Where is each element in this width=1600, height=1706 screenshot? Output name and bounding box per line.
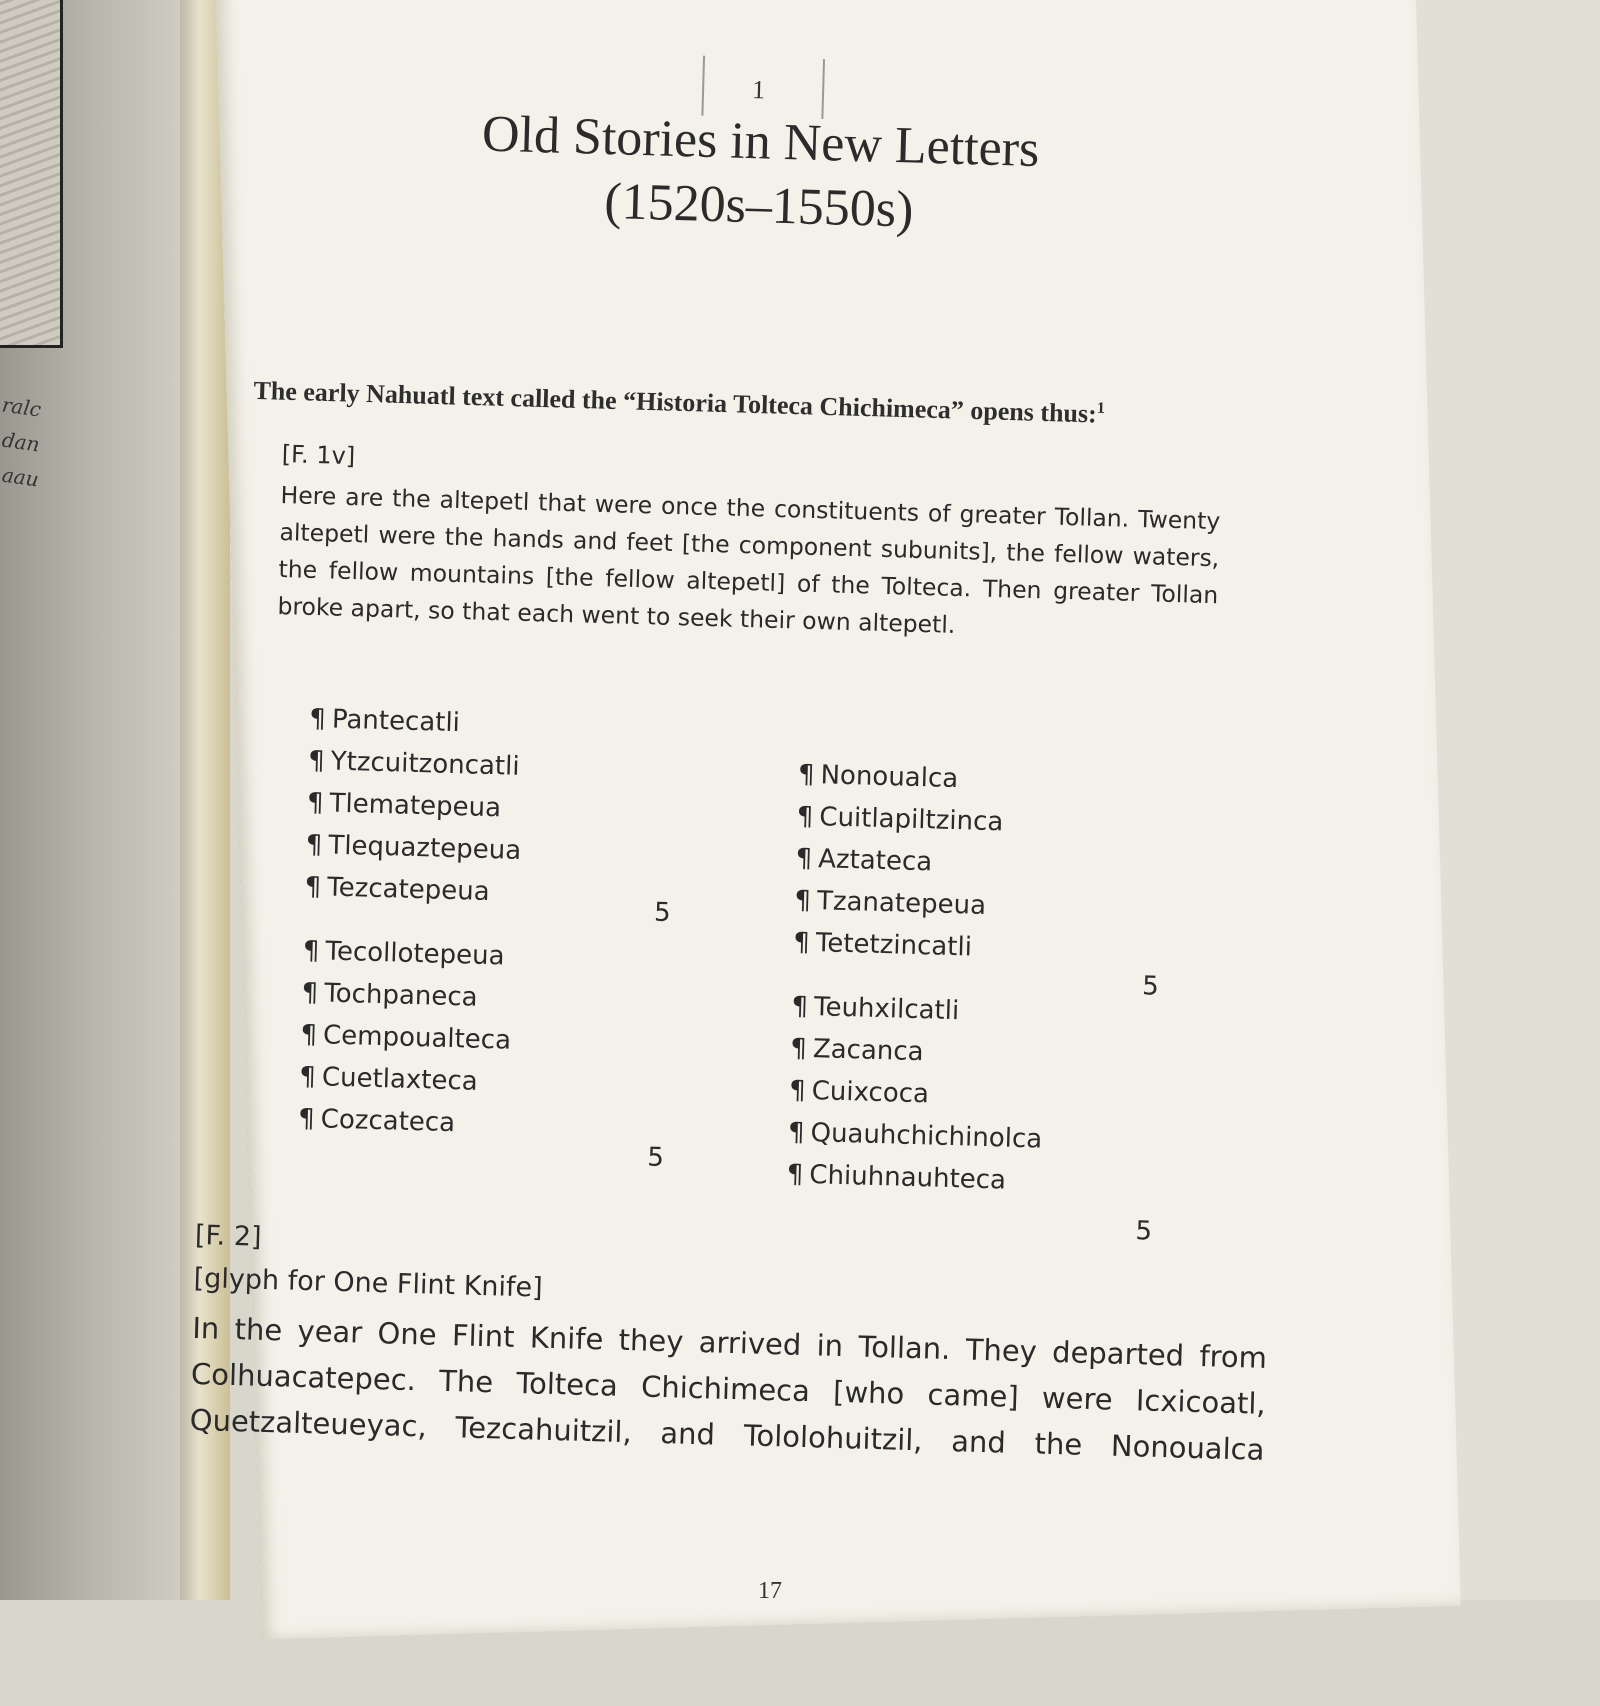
- footnote-marker: 1: [1096, 399, 1106, 418]
- list-item: ¶ Nonoualca: [797, 759, 959, 795]
- paragraph-altepetl: Here are the altepetl that were once the constituents of greater Tollan. Twenty altepetl were the hands and feet [the component subunits], the fellow waters, the fellow mountains [the fellow altepetl] of the Tolteca. Then greater Tollan broke apart, so that each went to seek their own altepetl.: [277, 481, 1221, 639]
- list-item: ¶ Cuetlaxteca: [298, 1061, 479, 1097]
- chapter-title-line-1: Old Stories in New Letters: [481, 105, 1041, 179]
- altepetl-list-left: [298, 698, 526, 1146]
- codex-handwriting: ralc: [0, 392, 43, 422]
- folio-marker-1v: [F. 1v]: [281, 440, 356, 471]
- line-marker: 5: [646, 1142, 665, 1173]
- page-number: 17: [758, 1578, 782, 1604]
- list-item: ¶ Tlequaztepeua: [305, 829, 522, 866]
- list-item: ¶ Tlematepeua: [306, 787, 502, 824]
- list-item: ¶ Tezcatepeua: [304, 871, 491, 908]
- paragraph-one-flint-knife: In the year One Flint Knife they arrived in Tollan. They departed from Colhuacatepec. The Tolteca Chichimeca [who came] were Icxicoatl, Quetzalteueyac, Tezcahuitzil, and Tololohuitzil, and the Nonoualca: [189, 1310, 1268, 1467]
- codex-handwriting: dan: [0, 427, 42, 457]
- book-page: [189, 0, 1461, 1639]
- list-item: ¶ Cozcateca: [297, 1103, 456, 1139]
- list-item: ¶ Tecollotepeua: [302, 935, 505, 972]
- line-marker: 5: [1141, 971, 1160, 1002]
- list-item: ¶ Tzanatepeua: [794, 885, 987, 921]
- list-item: ¶ Zacanca: [789, 1033, 924, 1068]
- codex-handwriting: aau: [0, 462, 41, 492]
- list-item: ¶ Cempoualteca: [300, 1019, 512, 1056]
- list-item: ¶ Tetetzincatli: [792, 927, 973, 963]
- glyph-note: [glyph for One Flint Knife]: [193, 1262, 544, 1304]
- list-item: ¶ Aztateca: [795, 843, 933, 878]
- altepetl-list-right: [786, 754, 1052, 1203]
- chapter-title: [408, 101, 1111, 248]
- list-item: ¶ Cuitlapiltzinca: [796, 801, 1004, 838]
- chapter-rule-right: [821, 59, 825, 119]
- chapter-number: 1: [751, 75, 766, 105]
- list-item: ¶ Ytzcuitzoncatli: [307, 745, 520, 782]
- list-item: ¶ Pantecatli: [308, 703, 461, 739]
- codex-illustration: [0, 0, 63, 348]
- list-item: ¶ Quauhchichinolca: [787, 1117, 1043, 1155]
- folio-marker-2: [F. 2]: [194, 1219, 262, 1253]
- list-item: ¶ Cuixcoca: [788, 1075, 930, 1110]
- chapter-rule-left: [701, 56, 705, 116]
- lead-text: The early Nahuatl text called the “Historia Tolteca Chichimeca” opens thus:: [253, 375, 1098, 429]
- line-marker: 5: [1135, 1216, 1153, 1247]
- lead-paragraph: [253, 366, 1254, 438]
- line-marker: 5: [653, 897, 672, 929]
- list-item: ¶ Teuhxilcatli: [791, 991, 960, 1027]
- list-item: ¶ Tochpaneca: [301, 977, 478, 1013]
- page-content: [169, 0, 1415, 1673]
- chapter-title-line-2: (1520s–1550s): [603, 172, 915, 239]
- list-item: ¶ Chiuhnauhteca: [786, 1159, 1007, 1196]
